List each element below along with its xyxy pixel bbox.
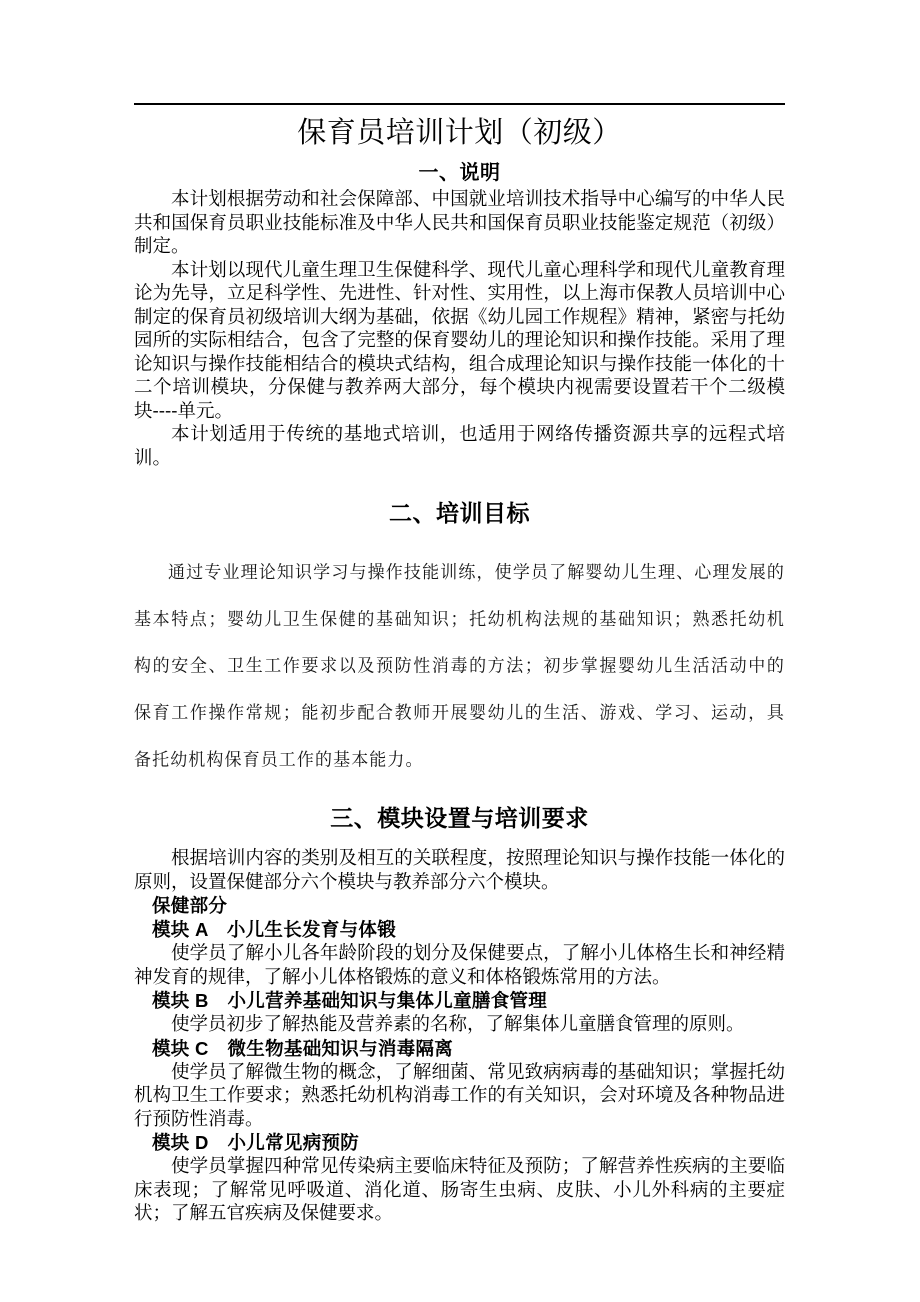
- paragraph-s1-3: 本计划适用于传统的基地式培训，也适用于网络传播资源共享的远程式培训。: [134, 424, 785, 469]
- module-body-a: 使学员了解小儿各年龄阶段的划分及保健要点，了解小儿体格生长和神经精神发育的规律，了解小儿体格锻炼的意义和体格锻炼常用的方法。: [134, 943, 785, 988]
- paragraph-s2-objectives: 通过专业理论知识学习与操作技能训练，使学员了解婴幼儿生理、心理发展的基本特点；婴幼儿卫生保健的基础知识；托幼机构法规的基础知识；熟悉托幼机构的安全、卫生工作要求以及预防性消毒的方法；初步掌握婴幼儿生活活动中的保育工作操作常规；能初步配合教师开展婴幼儿的生活、游戏、学习、运动，具备托幼机构保育员工作的基本能力。: [134, 562, 785, 771]
- section-heading-shuoming: 一、说明: [418, 162, 501, 184]
- module-body-c: 使学员了解微生物的概念，了解细菌、常见致病病毒的基础知识；掌握托幼机构卫生工作要求；熟悉托幼机构消毒工作的有关知识，会对环境及各种物品进行预防性消毒。: [134, 1061, 785, 1130]
- paragraph-s1-2: 本计划以现代儿童生理卫生保健科学、现代儿童心理科学和现代儿童教育理论为先导，立足科学性、先进性、针对性、实用性，以上海市保教人员培训中心制定的保育员初级培训大纲为基础，依据《幼儿园工作规程》精神，紧密与托幼园所的实际相结合，包含了完整的保育婴幼儿的理论知识和操作技能。采用了理论知识与操作技能相结合的模块式结构，组合成理论知识与操作技能一体化的十二个培训模块，分保健与教养两大部分，每个模块内视需要设置若干个二级模块----单元。: [134, 259, 785, 422]
- page-title: 保育员培训计划（初级）: [297, 117, 622, 149]
- spacer-after-section-2-heading: [134, 530, 785, 550]
- paragraph-s1-1: 本计划根据劳动和社会保障部、中国就业培训技术指导中心编写的中华人民共和国保育员职业技能标准及中华人民共和国保育员职业技能鉴定规范（初级）制定。: [134, 189, 785, 257]
- section-heading-mokuaishezhi: 三、模块设置与培训要求: [330, 805, 589, 831]
- module-heading-d: 模块 D 小儿常见病预防: [152, 1132, 360, 1153]
- module-heading-a: 模块 A 小儿生长发育与体锻: [152, 919, 397, 940]
- subsection-label-baojian: 保健部分: [152, 895, 228, 916]
- module-body-b: 使学员初步了解热能及营养素的名称，了解集体儿童膳食管理的原则。: [171, 1014, 745, 1035]
- module-body-d: 使学员掌握四种常见传染病主要临床特征及预防；了解营养性疾病的主要临床表现；了解常见呼吸道、消化道、肠寄生虫病、皮肤、小儿外科病的主要症状；了解五官疾病及保健要求。: [134, 1156, 785, 1224]
- document-body: [134, 158, 785, 1226]
- header-horizontal-rule: [134, 103, 785, 105]
- module-heading-b: 模块 B 小儿营养基础知识与集体儿童膳食管理: [152, 990, 548, 1011]
- module-heading-c: 模块 C 微生物基础知识与消毒隔离: [152, 1037, 454, 1059]
- spacer-before-section-2: [134, 470, 785, 496]
- spacer-after-section-3-heading: [134, 835, 785, 847]
- section-heading-peixunmubiao: 二、培训目标: [389, 500, 530, 526]
- paragraph-s3-intro: 根据培训内容的类别及相互的关联程度，按照理论知识与操作技能一体化的原则，设置保健部分六个模块与教养部分六个模块。: [134, 848, 785, 893]
